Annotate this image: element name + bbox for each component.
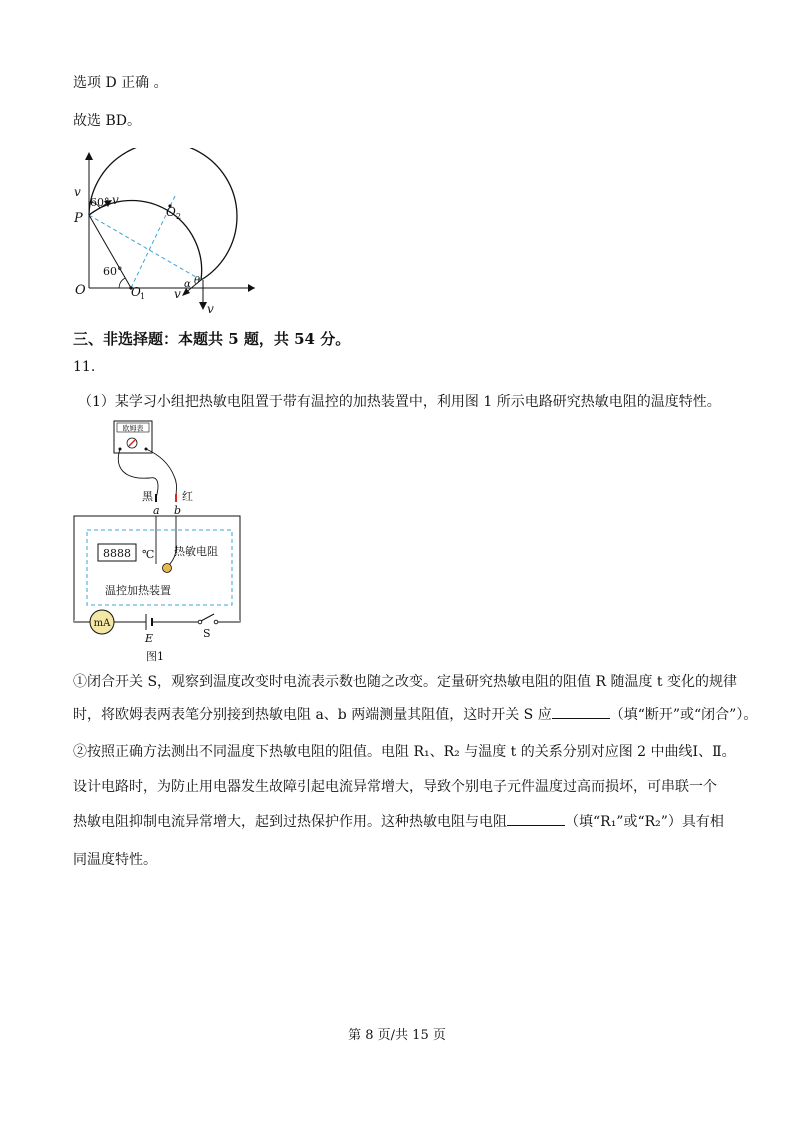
label-v-left: v (174, 287, 181, 301)
angle-mark-bottom (119, 278, 125, 288)
label-alpha: α (184, 279, 191, 290)
label-v-down: v (207, 302, 214, 316)
temp-display-value: 8888 (103, 547, 131, 560)
label-o2-sub: 2 (176, 212, 182, 221)
label-o1-sub: 1 (140, 292, 146, 301)
thermistor-label: 热敏电阻 (174, 545, 218, 558)
figure-1-caption: 图1 (146, 650, 164, 663)
thermistor (163, 564, 172, 573)
label-red: 红 (182, 490, 193, 503)
label-v-axis: v (74, 185, 81, 199)
label-angle-bottom: 60° (103, 265, 123, 278)
large-arc (89, 148, 237, 280)
circuit-figure-1 (70, 418, 250, 666)
label-black: 黑 (142, 490, 153, 503)
paragraph-2-line-2: 设计电路时，为防止用电器发生故障引起电流异常增大，导致个别电子元件温度过高而损坏，可串联一个 (73, 779, 717, 795)
temp-unit: ℃ (142, 548, 155, 561)
answer-blank-resistor[interactable] (507, 813, 565, 826)
switch-label: S (203, 627, 211, 640)
paragraph-2-line-1: ②按照正确方法测出不同温度下热敏电阻的阻值。电阻 R₁、R₂ 与温度 t 的关系分别对应图 2 中曲线Ⅰ、Ⅱ。 (73, 744, 736, 760)
motion-diagram (70, 148, 260, 320)
section-title: 三、非选择题：本题共 5 题，共 54 分。 (73, 330, 351, 348)
text-line-answer: 故选 BD。 (73, 113, 141, 129)
page-footer: 第 8 页/共 15 页 (348, 1028, 446, 1043)
label-angle-top: 60° (90, 196, 110, 209)
answer-blank-switch[interactable] (552, 706, 610, 719)
paragraph-2-line-3-text: 热敏电阻抑制电流异常增大，起到过热保护作用。这种热敏电阻与电阻 (73, 814, 507, 830)
switch-blade (201, 614, 214, 621)
label-p: P (74, 211, 83, 226)
label-o1: O (131, 285, 141, 299)
label-v-top: v (112, 193, 119, 207)
ammeter-label: mA (93, 618, 111, 629)
question-number: 11. (73, 359, 96, 375)
switch-contact (214, 620, 218, 624)
label-origin: O (75, 283, 86, 298)
label-o2: O (166, 205, 176, 219)
label-theta: θ (194, 276, 201, 287)
battery-label: E (145, 632, 154, 645)
paragraph-1-line-2 (73, 704, 757, 724)
paragraph-1-line-1: ①闭合开关 S，观察到温度改变时电流表示数也随之改变。定量研究热敏电阻的阻值 R 随温度 t 变化的规律 (73, 674, 738, 690)
paragraph-2-line-3 (73, 811, 724, 831)
text-line-option-d: 选项 D 正确 。 (73, 75, 168, 91)
paragraph-2-line-4: 同温度特性。 (73, 852, 157, 868)
circuit-loop (74, 516, 240, 622)
label-b: b (174, 504, 182, 517)
velocity-exit-down-arrow (199, 302, 207, 310)
y-axis-arrow (85, 152, 93, 160)
heater-label: 温控加热装置 (105, 584, 171, 597)
label-a: a (153, 504, 160, 517)
paragraph-2-line-3-hint: （填“R₁”或“R₂”）具有相 (565, 814, 724, 830)
question-part-1: （1）某学习小组把热敏电阻置于带有温控的加热装置中，利用图 1 所示电路研究热敏电阻的温度特性。 (78, 394, 721, 410)
paragraph-1-line-2-text: 时，将欧姆表两表笔分别接到热敏电阻 a、b 两端测量其阻值，这时开关 S 应 (73, 707, 552, 723)
x-axis-arrow (248, 284, 255, 292)
paragraph-1-line-2-hint: （填“断开”或“闭合”）。 (609, 707, 758, 723)
ohmmeter-label: 欧姆表 (122, 424, 144, 433)
